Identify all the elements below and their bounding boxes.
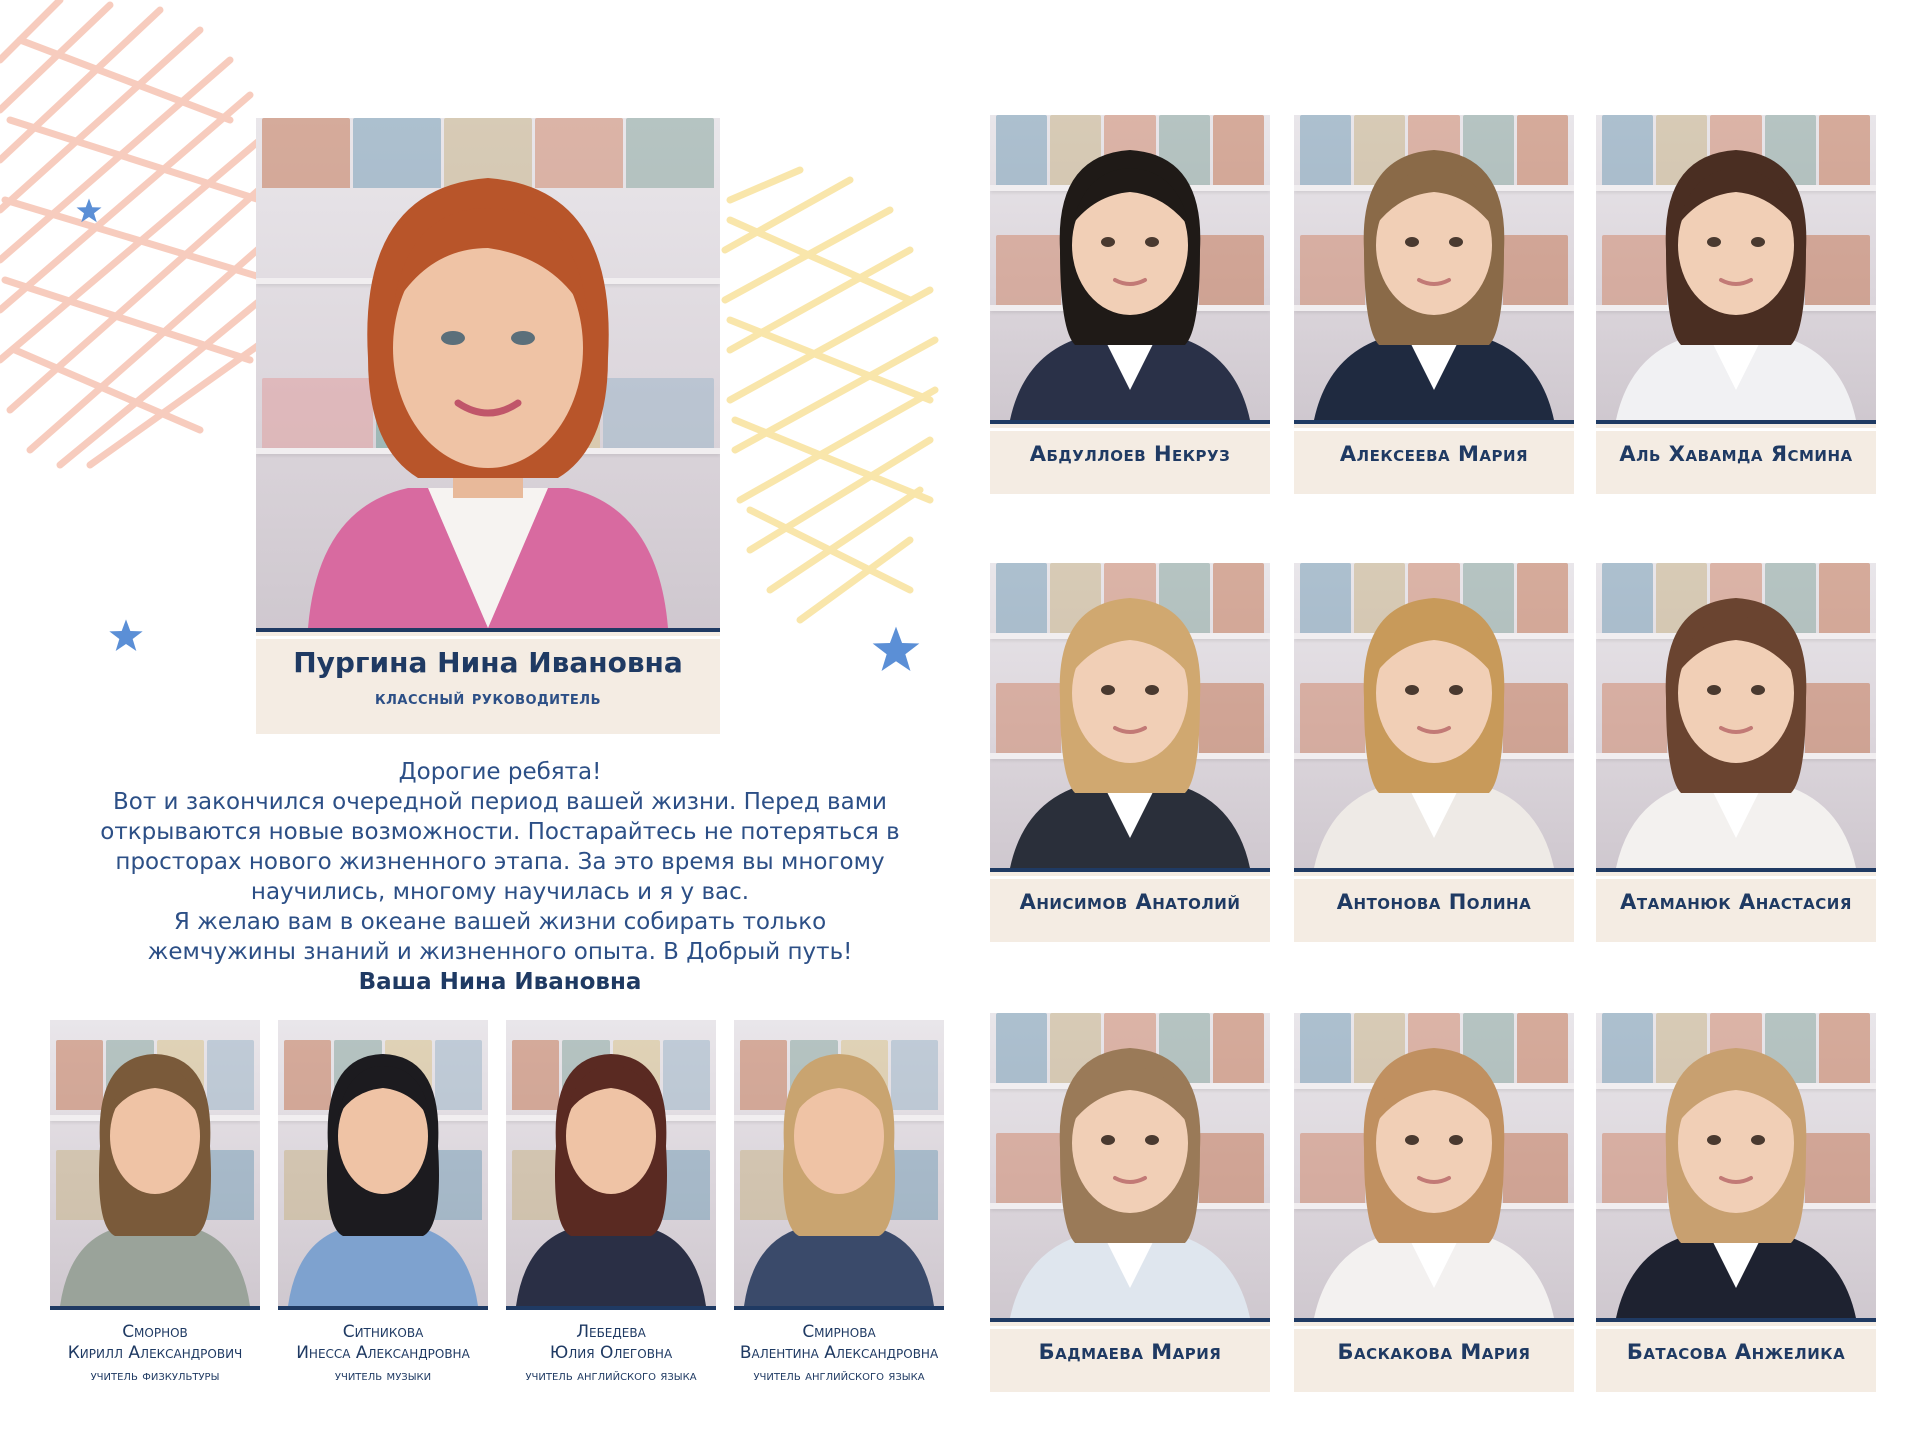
subject-teacher-caption xyxy=(734,1306,944,1406)
student-photo xyxy=(1294,115,1574,420)
orange-scribble-decoration xyxy=(0,0,300,470)
subject-teacher-portrait xyxy=(283,1036,483,1306)
subject-teacher-portrait xyxy=(55,1036,255,1306)
student-portrait xyxy=(1606,1028,1866,1318)
subject-teacher-photo xyxy=(50,1020,260,1306)
student-name: Атаманюк Анастасия xyxy=(1620,890,1852,914)
student-caption xyxy=(1596,1318,1876,1392)
message-signature: Ваша Нина Ивановна xyxy=(358,969,642,995)
subject-teacher-photo xyxy=(278,1020,488,1306)
student-caption xyxy=(1596,420,1876,494)
student-caption xyxy=(990,868,1270,942)
student-photo xyxy=(990,115,1270,420)
star-icon xyxy=(74,196,104,226)
subject-teacher-photo xyxy=(506,1020,716,1306)
message-greeting: Дорогие ребята! xyxy=(398,759,602,785)
subject-teacher-caption xyxy=(278,1306,488,1406)
subject-teacher-surname: Сморнов xyxy=(122,1322,188,1342)
subject-teacher-surname: Ситникова xyxy=(342,1322,424,1342)
student-caption xyxy=(1596,868,1876,942)
star-icon xyxy=(868,622,924,678)
student-portrait xyxy=(1304,130,1564,420)
teacher-caption xyxy=(256,628,720,734)
message-line: просторах нового жизненного этапа. За это время вы многому xyxy=(115,849,885,875)
subject-teacher-given-name: Кирилл Александрович xyxy=(67,1343,243,1363)
message-line: Я желаю вам в океане вашей жизни собирать только xyxy=(173,909,827,935)
student-name: Баскакова Мария xyxy=(1337,1340,1531,1364)
student-portrait xyxy=(1606,130,1866,420)
student-photo xyxy=(1596,1013,1876,1318)
teacher-photo xyxy=(256,118,720,628)
teacher-message xyxy=(70,757,930,997)
subject-teacher-given-name: Инесса Александровна xyxy=(296,1343,470,1363)
student-name: Анисимов Анатолий xyxy=(1019,890,1241,914)
student-photo xyxy=(990,563,1270,868)
student-caption xyxy=(1294,868,1574,942)
student-caption xyxy=(1294,420,1574,494)
yellow-scribble-decoration xyxy=(720,160,950,640)
student-photo xyxy=(1596,563,1876,868)
subject-teacher-caption xyxy=(50,1306,260,1406)
student-caption xyxy=(990,1318,1270,1392)
subject-teacher-role: учитель физкультуры xyxy=(90,1368,220,1384)
student-portrait xyxy=(1606,578,1866,868)
student-name: Абдуллоев Некруз xyxy=(1029,442,1231,466)
student-name: Аль Хавамда Ясмина xyxy=(1619,442,1853,466)
student-portrait xyxy=(1000,130,1260,420)
message-line: Вот и закончился очередной период вашей жизни. Перед вами xyxy=(113,789,887,815)
subject-teacher-surname: Лебедева xyxy=(576,1322,646,1342)
message-line: научились, многому научилась и я у вас. xyxy=(250,879,750,905)
subject-teacher-role: учитель английского языка xyxy=(753,1368,925,1384)
student-name: Бадмаева Мария xyxy=(1038,1340,1222,1364)
star-icon xyxy=(106,616,146,656)
student-name: Алексеева Мария xyxy=(1339,442,1529,466)
student-caption xyxy=(990,420,1270,494)
subject-teacher-caption xyxy=(506,1306,716,1406)
subject-teacher-portrait xyxy=(511,1036,711,1306)
student-caption xyxy=(1294,1318,1574,1392)
student-portrait xyxy=(1304,578,1564,868)
student-portrait xyxy=(1000,578,1260,868)
student-portrait xyxy=(1304,1028,1564,1318)
teacher-name: Пургина Нина Ивановна xyxy=(293,646,683,679)
student-photo xyxy=(990,1013,1270,1318)
subject-teacher-role: учитель английского языка xyxy=(525,1368,697,1384)
teacher-role: классный руководитель xyxy=(374,687,601,709)
student-photo xyxy=(1294,563,1574,868)
subject-teacher-given-name: Валентина Александровна xyxy=(739,1343,939,1363)
student-name: Батасова Анжелика xyxy=(1626,1340,1846,1364)
subject-teacher-photo xyxy=(734,1020,944,1306)
message-line: жемчужины знаний и жизненного опыта. В Добрый путь! xyxy=(147,939,853,965)
student-portrait xyxy=(1000,1028,1260,1318)
student-photo xyxy=(1596,115,1876,420)
teacher-portrait xyxy=(278,148,698,628)
student-name: Антонова Полина xyxy=(1336,890,1532,914)
subject-teacher-role: учитель музыки xyxy=(334,1368,432,1384)
subject-teacher-given-name: Юлия Олеговна xyxy=(549,1343,673,1363)
subject-teacher-portrait xyxy=(739,1036,939,1306)
message-line: открываются новые возможности. Постарайтесь не потеряться в xyxy=(100,819,900,845)
student-photo xyxy=(1294,1013,1574,1318)
subject-teacher-surname: Смирнова xyxy=(802,1322,876,1342)
